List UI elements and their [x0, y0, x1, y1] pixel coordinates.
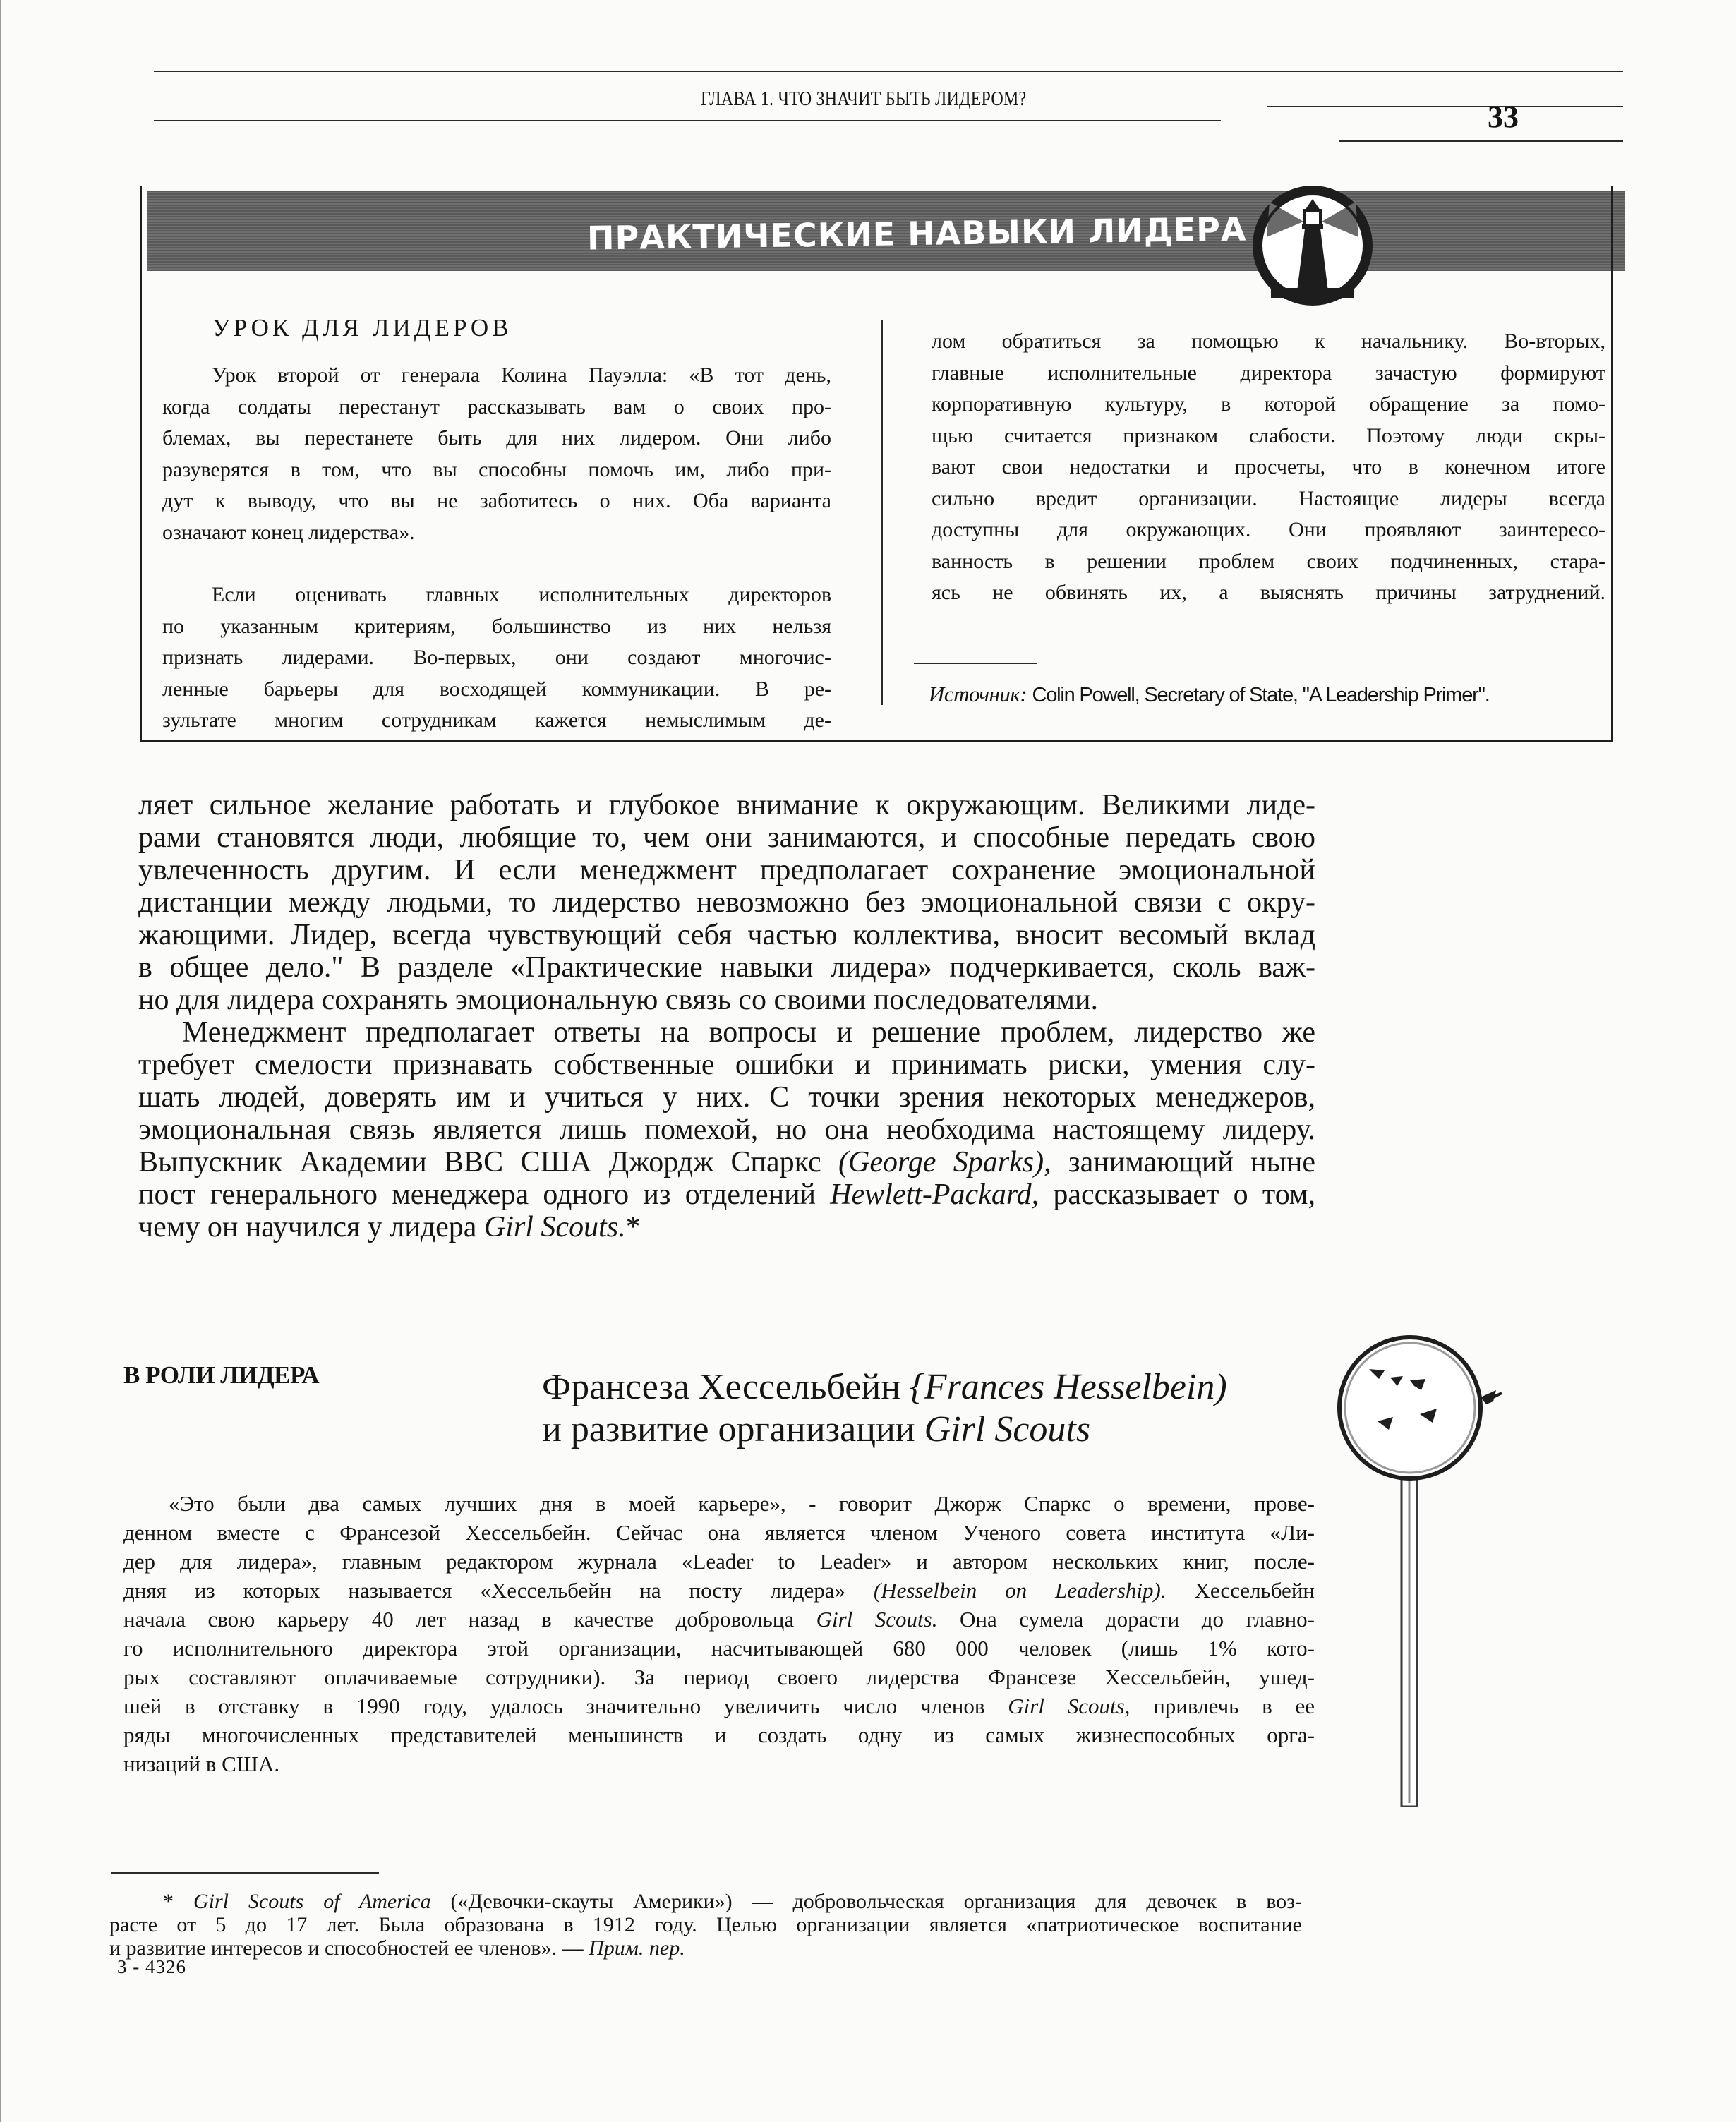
- italic-run: Girl Scouts.: [483, 1211, 626, 1243]
- box-text-line: признать лидерами. Во-первых, они создают многочис-: [162, 646, 831, 669]
- header-top-rule: [154, 71, 1623, 72]
- body-line: но для лидера сохранять эмоциональную связь со своими последователями.: [138, 984, 1098, 1016]
- italic-run: Girl Scouts of America: [193, 1890, 431, 1913]
- text-run: Она сумела дорасти до главно-: [937, 1607, 1315, 1632]
- page-number: 33: [1488, 100, 1519, 134]
- footnote-marker: *: [625, 1211, 641, 1243]
- main-body: [138, 789, 1315, 1243]
- text-run: начала свою карьеру 40 лет назад в качестве добровольца: [123, 1607, 816, 1632]
- box-text-line: блемах, вы перестанете быть для них лидером. Они либо: [162, 426, 831, 450]
- header-left-rule: [154, 120, 1221, 121]
- box-text-line: Урок второй от генерала Колина Пауэлла: «В тот день,: [212, 363, 831, 387]
- body-line: требует смелости признавать собственные ошибки и принимать риски, умения слу-: [138, 1049, 1315, 1081]
- box-text-line: дут к выводу, что вы не заботитесь о них. Оба варианта: [162, 489, 831, 512]
- role-line: денном вместе с Франсезой Хессельбейн. Сейчас она является членом Ученого совета института «Ли-: [123, 1520, 1315, 1545]
- box-text-line: главные исполнительные директора зачастую формируют: [932, 361, 1605, 385]
- role-line: го исполнительного директора этой организации, насчитывающей 680 000 человек (лишь 1% котo-: [123, 1636, 1315, 1660]
- footnote-line: [109, 1936, 1302, 1960]
- box-text-line: зультате многим сотрудникам кажется немыслимым де-: [162, 709, 831, 732]
- role-line: «Это были два самых лучших дня в моей карьере», - говорит Джорж Спаркс о времени, прове-: [169, 1491, 1315, 1516]
- italic-run: (Hesselbein on Leadership).: [873, 1578, 1167, 1603]
- italic-run: {Frances Hesselbein): [910, 1367, 1227, 1407]
- body-line: жающими. Лидер, всегда чувствующий себя частью коллектива, вносит весомый вклад: [138, 919, 1315, 951]
- text-run: и развитие организации: [542, 1409, 924, 1449]
- box-text-line: вают свои недостатки и просчеты, что в конечном итоге: [932, 455, 1605, 478]
- box-right-column: [932, 326, 1605, 609]
- lesson-heading: УРОК ДЛЯ ЛИДЕРОВ: [212, 314, 512, 342]
- box-text-line: лом обратиться за помощью к начальнику. Во-вторых,: [932, 330, 1605, 353]
- box-left-column: [162, 360, 831, 737]
- box-text-line: разуверятся в том, что вы способны помочь им, либо при-: [162, 457, 831, 481]
- box-text-line: Если оценивать главных исполнительных директоров: [212, 583, 831, 606]
- role-line: дер для лидера», главным редактором журнала «Leader to Leader» и автором нескольких книг, после-: [123, 1549, 1315, 1574]
- source-line: [929, 682, 1490, 707]
- lighthouse-icon: [1246, 182, 1380, 309]
- role-line: [123, 1605, 1315, 1634]
- box-text-line: сильно вредит организации. Настоящие лидеры всегда: [932, 486, 1605, 510]
- role-title-line: [542, 1366, 1227, 1409]
- role-line: [123, 1692, 1315, 1720]
- box-text-line: корпоративную культуру, в которой обращение за помо-: [932, 392, 1605, 416]
- scan-edge-shadow: [0, 0, 1, 2122]
- text-run: («Девочки-скауты Америки») — добровольческая организация для девочек в воз-: [430, 1890, 1303, 1913]
- box-text-line: означают конец лидерства».: [162, 520, 415, 544]
- header-mid-rule: [1267, 106, 1623, 107]
- text-run: Хессельбейн: [1166, 1578, 1315, 1603]
- box-text-line: ленные барьеры для восходящей коммуникации. В ре-: [162, 677, 831, 701]
- role-line: ряды многочисленных представителей меньшинств и создать одну из самых жизнеспособных орга-: [123, 1723, 1315, 1747]
- footnote: [109, 1890, 1302, 1960]
- role-line: [123, 1576, 1315, 1605]
- text-run: чему он научился у лидера: [138, 1211, 484, 1243]
- footnote-line: расте от 5 до 17 лет. Была образована в 1912 году. Целью организации является «патриотическое воспитание: [109, 1913, 1302, 1936]
- footnote-line: [109, 1890, 1302, 1913]
- banner-title: ПРАКТИЧЕСКИЕ НАВЫКИ ЛИДЕРА: [586, 210, 1247, 258]
- box-text-line: доступны для окружающих. Они проявляют заинтересо-: [932, 518, 1605, 541]
- body-line: [138, 1211, 1315, 1243]
- box-text-line: ясь не обвинять их, а выяснять причины затруднений.: [932, 581, 1605, 604]
- body-line: рами становятся люди, любящие то, чем они занимаются, и способные передать свою: [138, 821, 1315, 854]
- box-text-line: когда солдаты перестанут рассказывать вам о своих про-: [162, 394, 831, 418]
- body-line: дистанции между людьми, то лидерство невозможно без эмоциональной связи с окру-: [138, 886, 1315, 919]
- text-run: Франсеза Хессельбейн: [542, 1367, 910, 1407]
- italic-run: Girl Scouts: [924, 1409, 1091, 1449]
- text-run: *: [163, 1890, 193, 1913]
- italic-run: Girl Scouts.: [816, 1607, 938, 1632]
- box-text-line: по указанным критериям, большинство из них нельзя: [162, 614, 831, 638]
- header-right-rule: [1339, 140, 1623, 142]
- body-line: [138, 1146, 1315, 1178]
- body-line: в общее дело." В разделе «Практические навыки лидера» подчеркивается, сколь важ-: [138, 951, 1315, 984]
- body-line: увлеченность другим. И если менеджмент предполагает сохранение эмоциональной: [138, 854, 1315, 886]
- role-title: [542, 1366, 1227, 1451]
- body-line: ляет сильное желание работать и глубокое внимание к окружающим. Великими лиде-: [138, 789, 1315, 821]
- italic-run: Прим. пер.: [589, 1936, 685, 1960]
- text-run: дняя из которых называется «Хессельбейн на посту лидера»: [123, 1578, 874, 1603]
- source-label: Источник:: [929, 682, 1027, 706]
- text-run: Выпускник Академии ВВС США Джордж Спаркс: [138, 1146, 839, 1178]
- body-line: шать людей, доверять им и учиться у них. С точки зрения некоторых менеджеров,: [138, 1081, 1315, 1114]
- source-text: Colin Powell, Secretary of State, "A Leadership Primer".: [1032, 684, 1490, 706]
- running-head: ГЛАВА 1. ЧТО ЗНАЧИТ БЫТЬ ЛИДЕРОМ?: [701, 88, 1027, 110]
- body-line: Менеджмент предполагает ответы на вопросы и решение проблем, лидерство же: [182, 1016, 1315, 1049]
- text-run: и развитие интересов и способностей ее членов». —: [109, 1936, 589, 1960]
- body-line: эмоциональная связь является лишь помехой, но она необходима настоящему лидеру.: [138, 1114, 1315, 1146]
- column-divider: [881, 320, 883, 705]
- role-body: [123, 1489, 1315, 1778]
- footnote-rule: [111, 1872, 379, 1874]
- box-text-line: щью считается признаком слабости. Поэтому люди скры-: [932, 423, 1605, 447]
- text-run: шей в отставку в 1990 году, удалось значительно увеличить число членов: [123, 1694, 1008, 1718]
- role-line: низаций в США.: [123, 1752, 280, 1776]
- italic-run: Girl Scouts,: [1008, 1694, 1131, 1718]
- text-run: рассказывает о том,: [1039, 1178, 1315, 1211]
- birds-sign-icon: [1327, 1327, 1538, 1807]
- role-title-line: [542, 1409, 1227, 1451]
- italic-run: (George Sparks),: [838, 1146, 1051, 1178]
- source-rule: [914, 663, 1037, 664]
- role-line: рых составляют оплачиваемые сотрудники). За период своего лидерства Франсезе Хессельбейн, ушед-: [123, 1665, 1315, 1689]
- text-run: пост генерального менеджера одного из отделений: [138, 1178, 831, 1211]
- text-run: привлечь в ее: [1130, 1694, 1315, 1718]
- role-label: В РОЛИ ЛИДЕРА: [123, 1361, 320, 1389]
- signature-mark: 3 - 4326: [117, 1956, 186, 1977]
- body-line: [138, 1178, 1315, 1211]
- italic-run: Hewlett-Packard,: [830, 1178, 1039, 1211]
- text-run: занимающий ныне: [1051, 1146, 1315, 1178]
- box-text-line: ванность в решении проблем своих подчиненных, стара-: [932, 549, 1605, 573]
